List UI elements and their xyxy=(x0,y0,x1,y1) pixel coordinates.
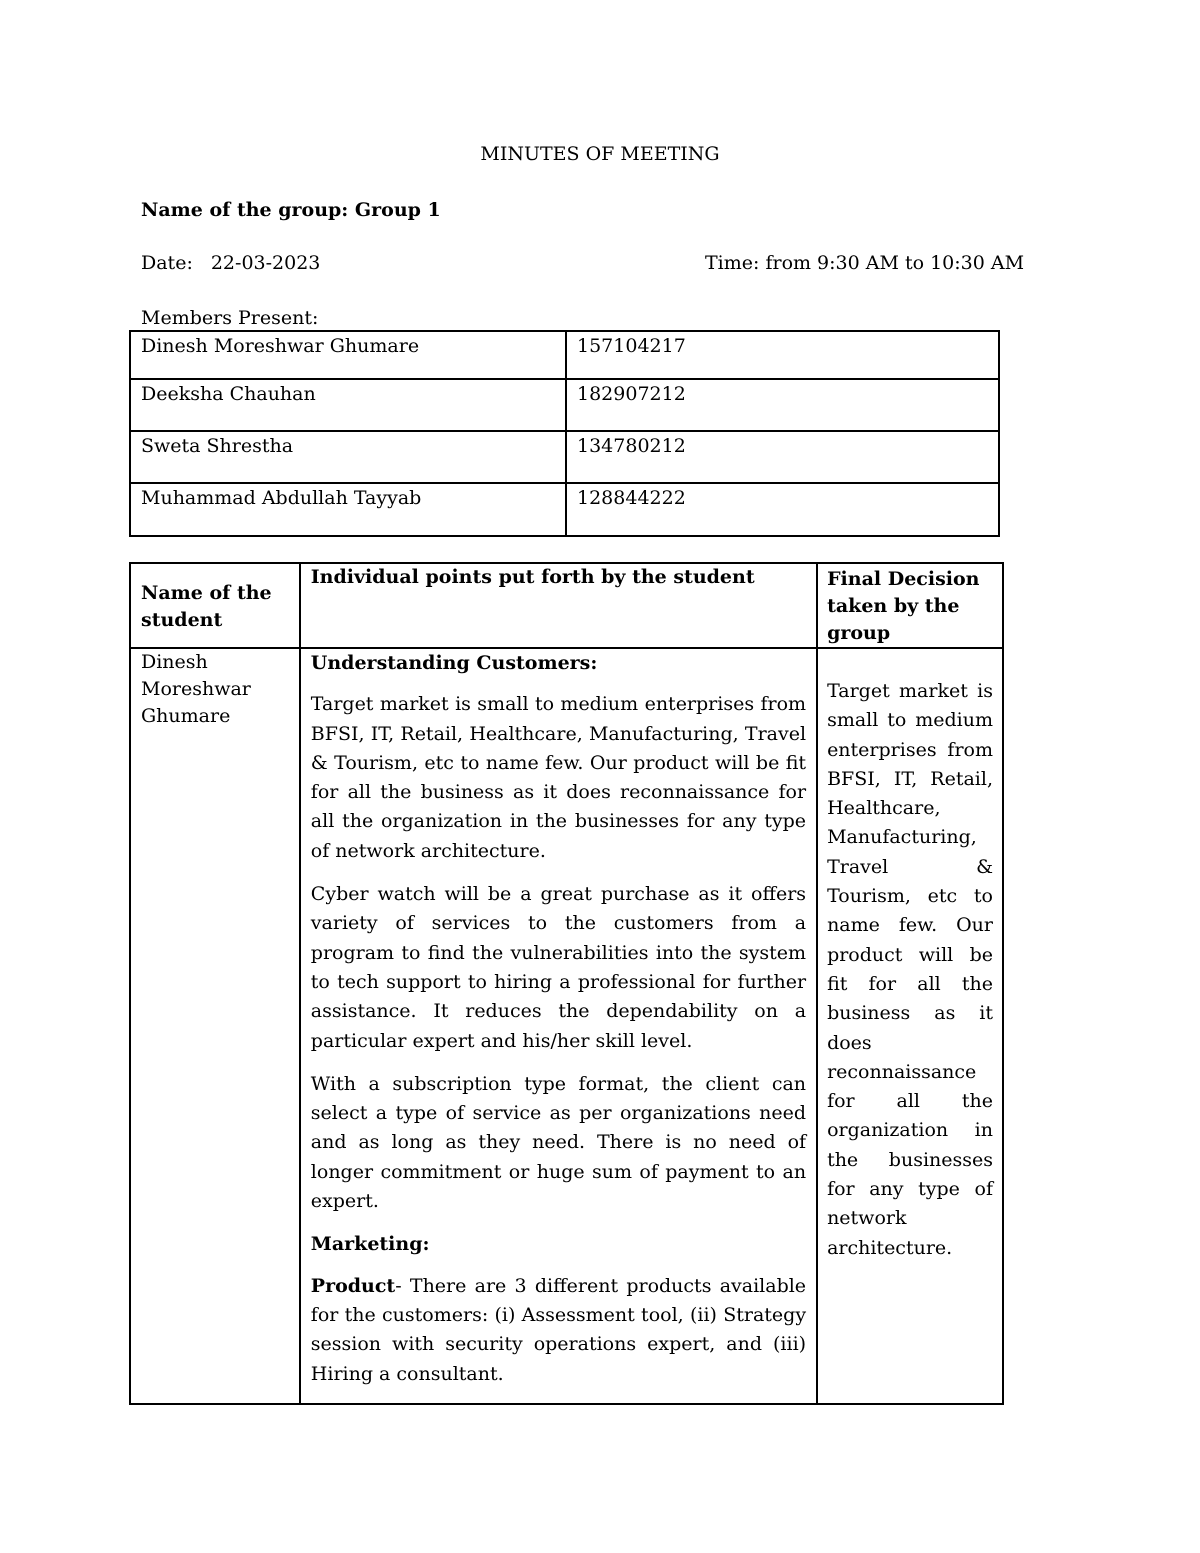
member-name: Sweta Shrestha xyxy=(130,431,566,483)
member-name: Muhammad Abdullah Tayyab xyxy=(130,483,566,536)
points-paragraph-1: Target market is small to medium enterprises from BFSI, IT, Retail, Healthcare, Manufacturing, Travel & Tourism, etc to name few. Our product will be fit for all the business as it does reconnaissance for all the organization in the businesses for any type of network architecture. xyxy=(310,693,807,862)
decision-cell xyxy=(817,648,1003,1404)
member-row xyxy=(130,431,999,483)
meeting-date xyxy=(141,252,320,274)
date-value: 22-03-2023 xyxy=(210,252,321,274)
section-heading-marketing: Marketing: xyxy=(310,1233,430,1256)
member-id: 134780212 xyxy=(566,431,999,483)
points-paragraph-product xyxy=(311,1272,806,1389)
minutes-row xyxy=(130,648,1003,1404)
product-text: - There are 3 different products available for the customers: (i) Assessment tool, (ii) Strategy session with security operations expert, and (iii) Hiring a consultant. xyxy=(310,1274,807,1385)
member-id: 182907212 xyxy=(566,379,999,431)
meeting-time: Time: from 9:30 AM to 10:30 AM xyxy=(705,252,1025,274)
member-name: Deeksha Chauhan xyxy=(130,379,566,431)
product-label: Product xyxy=(310,1274,396,1297)
points-paragraph-3: With a subscription type format, the client can select a type of service as per organizations need and as long as they need. There is no need of longer commitment or huge sum of payment to an expert. xyxy=(310,1072,807,1213)
minutes-table xyxy=(129,562,1004,1405)
member-id: 128844222 xyxy=(566,483,999,536)
points-paragraph-2: Cyber watch will be a great purchase as it offers variety of services to the customers from a program to find the vulnerabilities into the system to tech support to hiring a professional for further assistance. It reduces the dependability on a particular expert and his/her skill level. xyxy=(310,883,807,1052)
decision-text: Target market is small to medium enterprises from BFSI, IT, Retail, Healthcare, Manufacturing, Travel & Tourism, etc to name few. Our product will be fit for all the business as it does reconnaissance for all the organization in the businesses for any type of network architecture. xyxy=(827,680,993,1259)
header-final-decision: Final Decision taken by the group xyxy=(817,563,1003,648)
member-row xyxy=(130,483,999,536)
section-heading-understanding-customers: Understanding Customers: xyxy=(310,652,598,674)
date-label: Date: xyxy=(141,252,193,274)
header-individual-points: Individual points put forth by the student xyxy=(300,563,817,648)
members-table xyxy=(129,330,1000,537)
points-cell xyxy=(300,648,817,1404)
document-title: MINUTES OF MEETING xyxy=(480,143,720,165)
member-row xyxy=(130,331,999,379)
minutes-header-row xyxy=(130,563,1003,648)
members-present-label: Members Present: xyxy=(141,307,319,329)
student-name-cell: Dinesh Moreshwar Ghumare xyxy=(130,648,300,1404)
member-id: 157104217 xyxy=(566,331,999,379)
header-student-name: Name of the student xyxy=(130,563,300,648)
member-name: Dinesh Moreshwar Ghumare xyxy=(130,331,566,379)
member-row xyxy=(130,379,999,431)
group-name: Name of the group: Group 1 xyxy=(141,199,441,221)
